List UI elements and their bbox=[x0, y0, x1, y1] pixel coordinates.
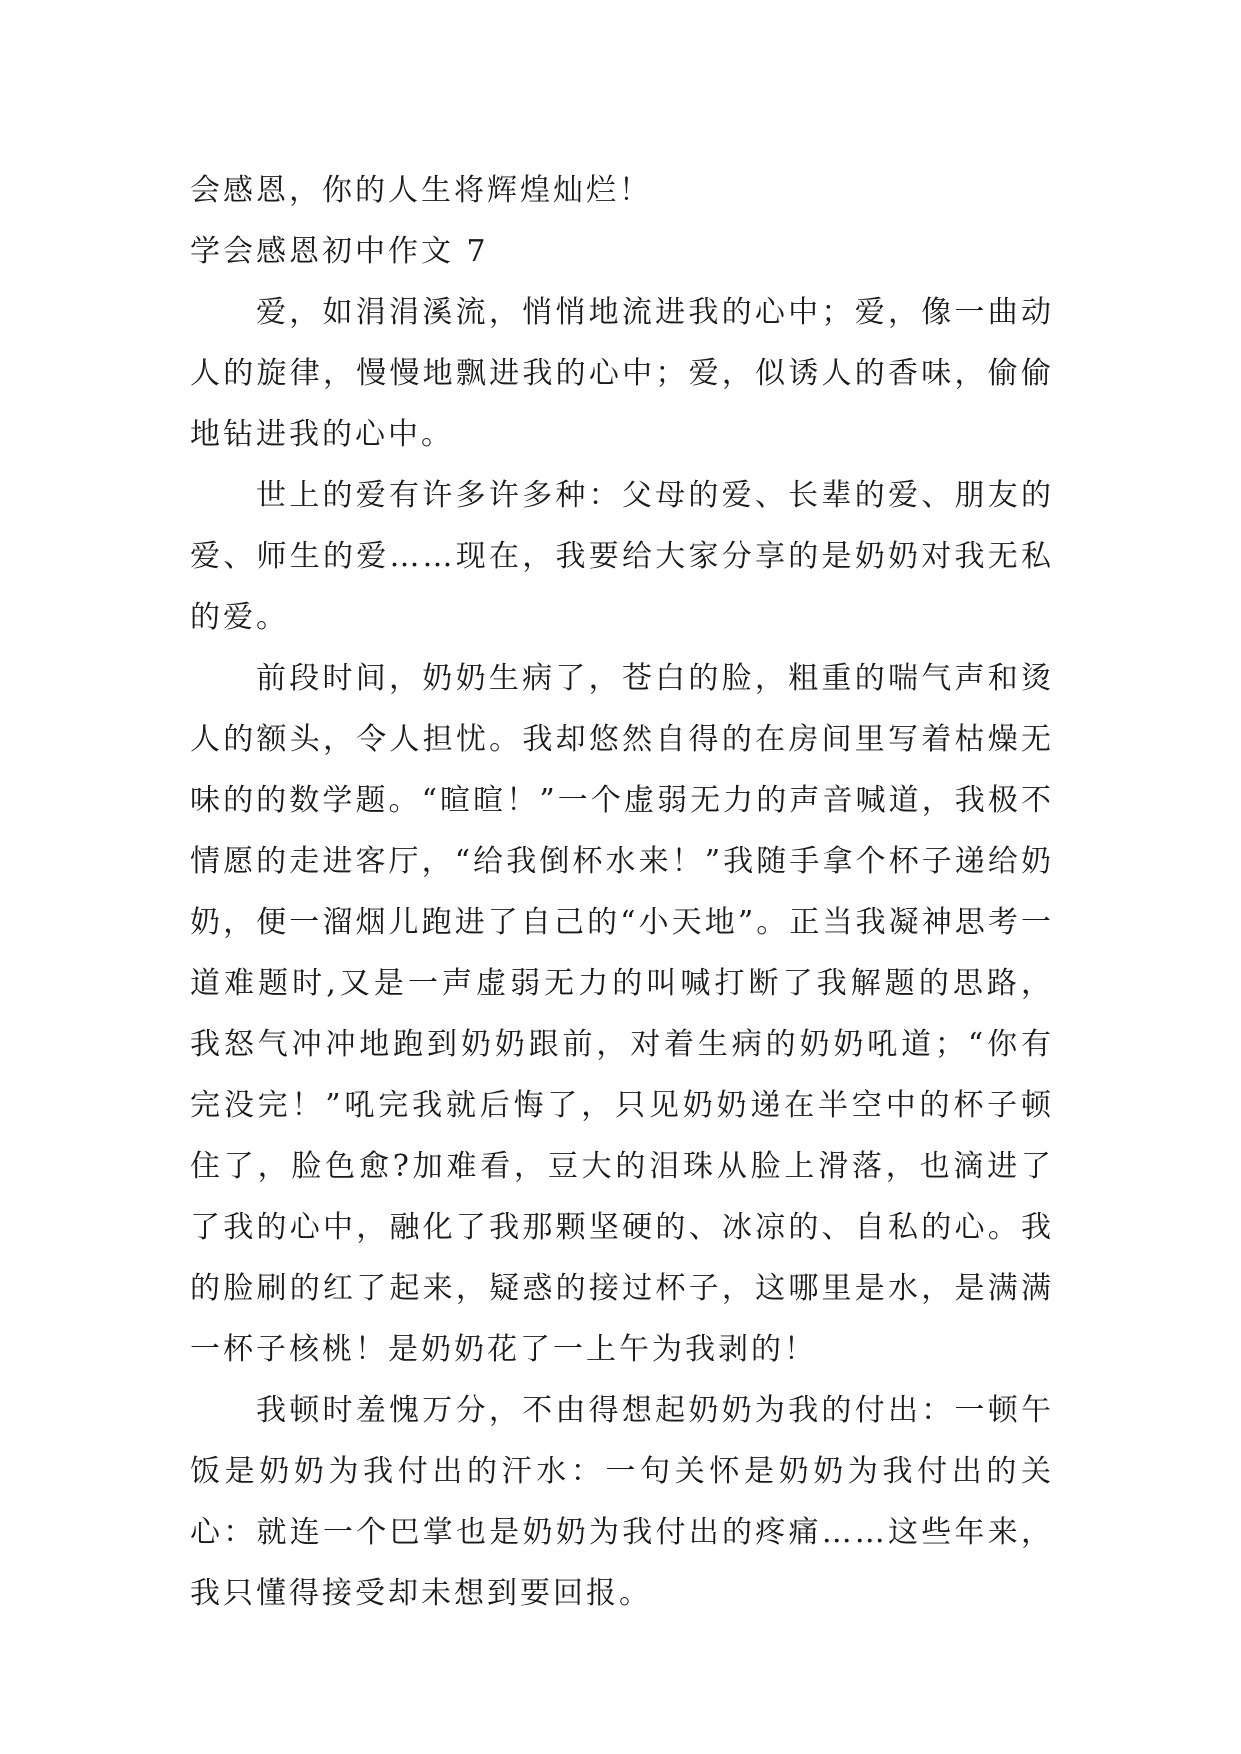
document-body bbox=[190, 160, 1054, 1624]
essay-title: 学会感恩初中作文 7 bbox=[190, 234, 489, 269]
paragraph-3: 前段时间，奶奶生病了，苍白的脸，粗重的喘气声和烫人的额头，令人担忧。我却悠然自得的在房间里写着枯燥无味的的数学题。“暄暄！”一个虚弱无力的声音喊道，我极不情愿的走进客厅，“给我倒杯水来！”我随手拿个杯子递给奶奶，便一溜烟儿跑进了自己的“小天地”。正当我凝神思考一道难题时,又是一声虚弱无力的叫喊打断了我解题的思路，我怒气冲冲地跑到奶奶跟前，对着生病的奶奶吼道；“你有完没完！”吼完我就后悔了，只见奶奶递在半空中的杯子顿住了，脸色愈?加难看，豆大的泪珠从脸上滑落，也滴进了了我的心中，融化了我那颗坚硬的、冰凉的、自私的心。我的脸刷的红了起来，疑惑的接过杯子，这哪里是水，是满满一杯子核桃！是奶奶花了一上午为我剥的！ bbox=[190, 661, 1054, 1367]
paragraph-4: 我顿时羞愧万分，不由得想起奶奶为我的付出：一顿午饭是奶奶为我付出的汗水：一句关怀是奶奶为我付出的关心：就连一个巴掌也是奶奶为我付出的疼痛……这些年来，我只懂得接受却未想到要回报。 bbox=[190, 1393, 1054, 1611]
lead-line: 会感恩，你的人生将辉煌灿烂！ bbox=[190, 173, 652, 208]
paragraph-2: 世上的爱有许多许多种：父母的爱、长辈的爱、朋友的爱、师生的爱……现在，我要给大家分享的是奶奶对我无私的爱。 bbox=[190, 478, 1054, 635]
paragraph-1: 爱，如涓涓溪流，悄悄地流进我的心中；爱，像一曲动人的旋律，慢慢地飘进我的心中；爱，似诱人的香味，偷偷地钻进我的心中。 bbox=[190, 295, 1054, 452]
